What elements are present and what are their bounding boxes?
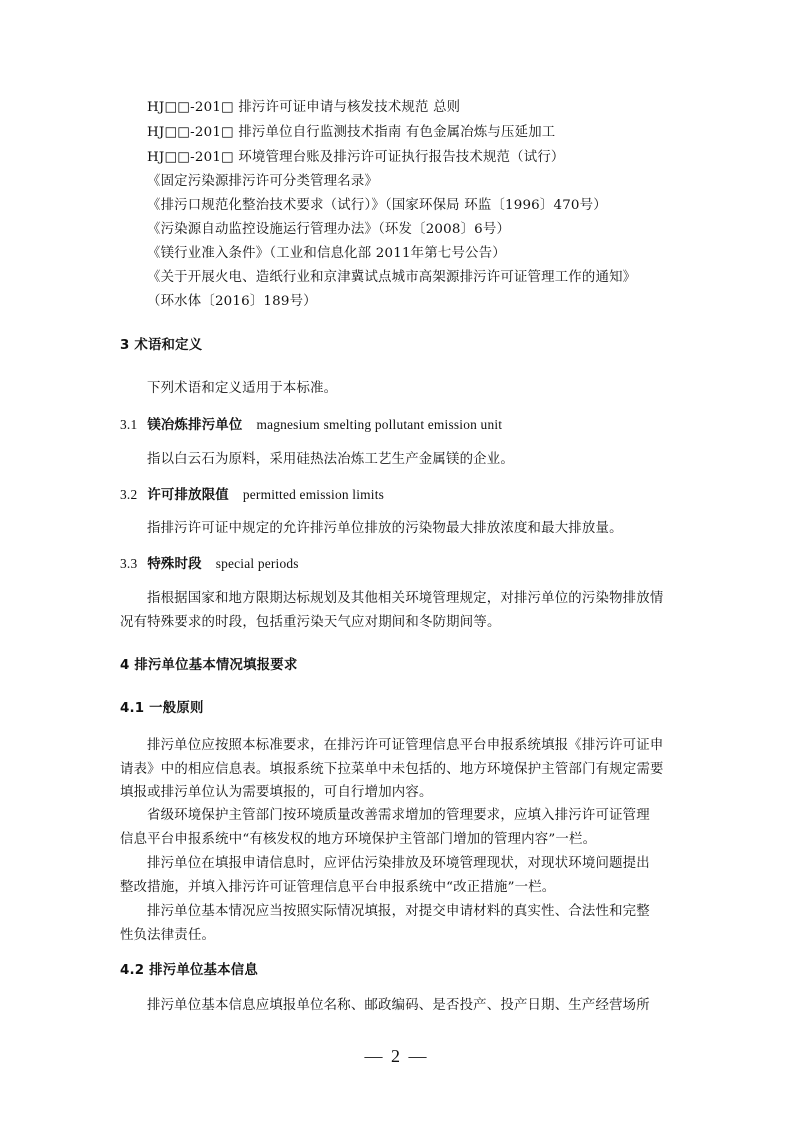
paragraph-line: 整改措施，并填入排污许可证管理信息平台申报系统中“改正措施”一栏。	[120, 880, 556, 895]
paragraph-line: 排污单位基本信息应填报单位名称、邮政编码、是否投产、投产日期、生产经营场所	[147, 998, 650, 1013]
paragraph-line: 下列术语和定义适用于本标准。	[147, 381, 338, 396]
paragraph-line: 请表》中的相应信息表。填报系统下拉菜单中未包括的、地方环境保护主管部门有规定需要	[120, 762, 664, 777]
paragraph-line: 排污单位基本情况应当按照实际情况填报，对提交申请材料的真实性、合法性和完整	[147, 904, 650, 919]
term-number: 3.1	[120, 417, 138, 432]
paragraph-line: 排污单位应按照本标准要求，在排污许可证管理信息平台申报系统填报《排污许可证申	[147, 738, 664, 753]
section-heading: 3 术语和定义	[120, 338, 203, 353]
term-heading	[120, 555, 299, 574]
term-english: magnesium smelting pollutant emission unit	[256, 417, 503, 432]
subsection-heading: 4.1 一般原则	[120, 701, 204, 716]
term-english: special periods	[215, 556, 299, 571]
term-name: 特殊时段	[147, 557, 202, 572]
term-number: 3.2	[120, 487, 138, 502]
paragraph-line: 指以白云石为原料，采用硅热法冶炼工艺生产金属镁的企业。	[147, 452, 514, 467]
paragraph-line: 填报或排污单位认为需要填报的，可自行增加内容。	[120, 785, 433, 800]
term-number: 3.3	[120, 556, 138, 571]
reference-line: HJ□□-201□ 排污单位自行监测技术指南 有色金属冶炼与压延加工	[147, 125, 556, 140]
reference-line: 《排污口规范化整治技术要求（试行）》（国家环保局 环监〔1996〕470号）	[147, 198, 607, 213]
paragraph-line: 况有特殊要求的时段，包括重污染天气应对期间和冬防期间等。	[120, 615, 501, 630]
paragraph-line: 省级环境保护主管部门按环境质量改善需求增加的管理要求，应填入排污许可证管理	[147, 808, 650, 823]
paragraph-line: 信息平台申报系统中“有核发权的地方环境保护主管部门增加的管理内容”一栏。	[120, 832, 597, 847]
page-number: — 2 —	[364, 1046, 429, 1066]
term-name: 镁冶炼排污单位	[147, 418, 243, 433]
section-heading: 4 排污单位基本情况填报要求	[120, 658, 298, 673]
subsection-heading: 4.2 排污单位基本信息	[120, 963, 258, 978]
reference-line: （环水体〔2016〕189号）	[147, 294, 317, 309]
term-heading	[120, 416, 502, 435]
paragraph-line: 性负法律责任。	[120, 928, 216, 943]
reference-line: 《固定污染源排污许可分类管理名录》	[147, 174, 379, 189]
paragraph-line: 指根据国家和地方限期达标规划及其他相关环境管理规定，对排污单位的污染物排放情	[147, 591, 664, 606]
reference-line: HJ□□-201□ 环境管理台账及排污许可证执行报告技术规范（试行）	[147, 150, 565, 165]
paragraph-line: 指排污许可证中规定的允许排污单位排放的污染物最大排放浓度和最大排放量。	[147, 521, 623, 536]
paragraph-line: 排污单位在填报申请信息时，应评估污染排放及环境管理现状，对现状环境问题提出	[147, 856, 650, 871]
reference-line: HJ□□-201□ 排污许可证申请与核发技术规范 总则	[147, 100, 461, 115]
reference-line: 《污染源自动监控设施运行管理办法》（环发〔2008〕6号）	[147, 222, 511, 237]
term-english: permitted emission limits	[242, 487, 385, 502]
reference-line: 《关于开展火电、造纸行业和京津冀试点城市高架源排污许可证管理工作的通知》	[147, 270, 637, 285]
term-name: 许可排放限值	[147, 488, 229, 503]
term-heading	[120, 486, 384, 505]
reference-line: 《镁行业准入条件》（工业和信息化部 2011年第七号公告）	[147, 246, 506, 261]
